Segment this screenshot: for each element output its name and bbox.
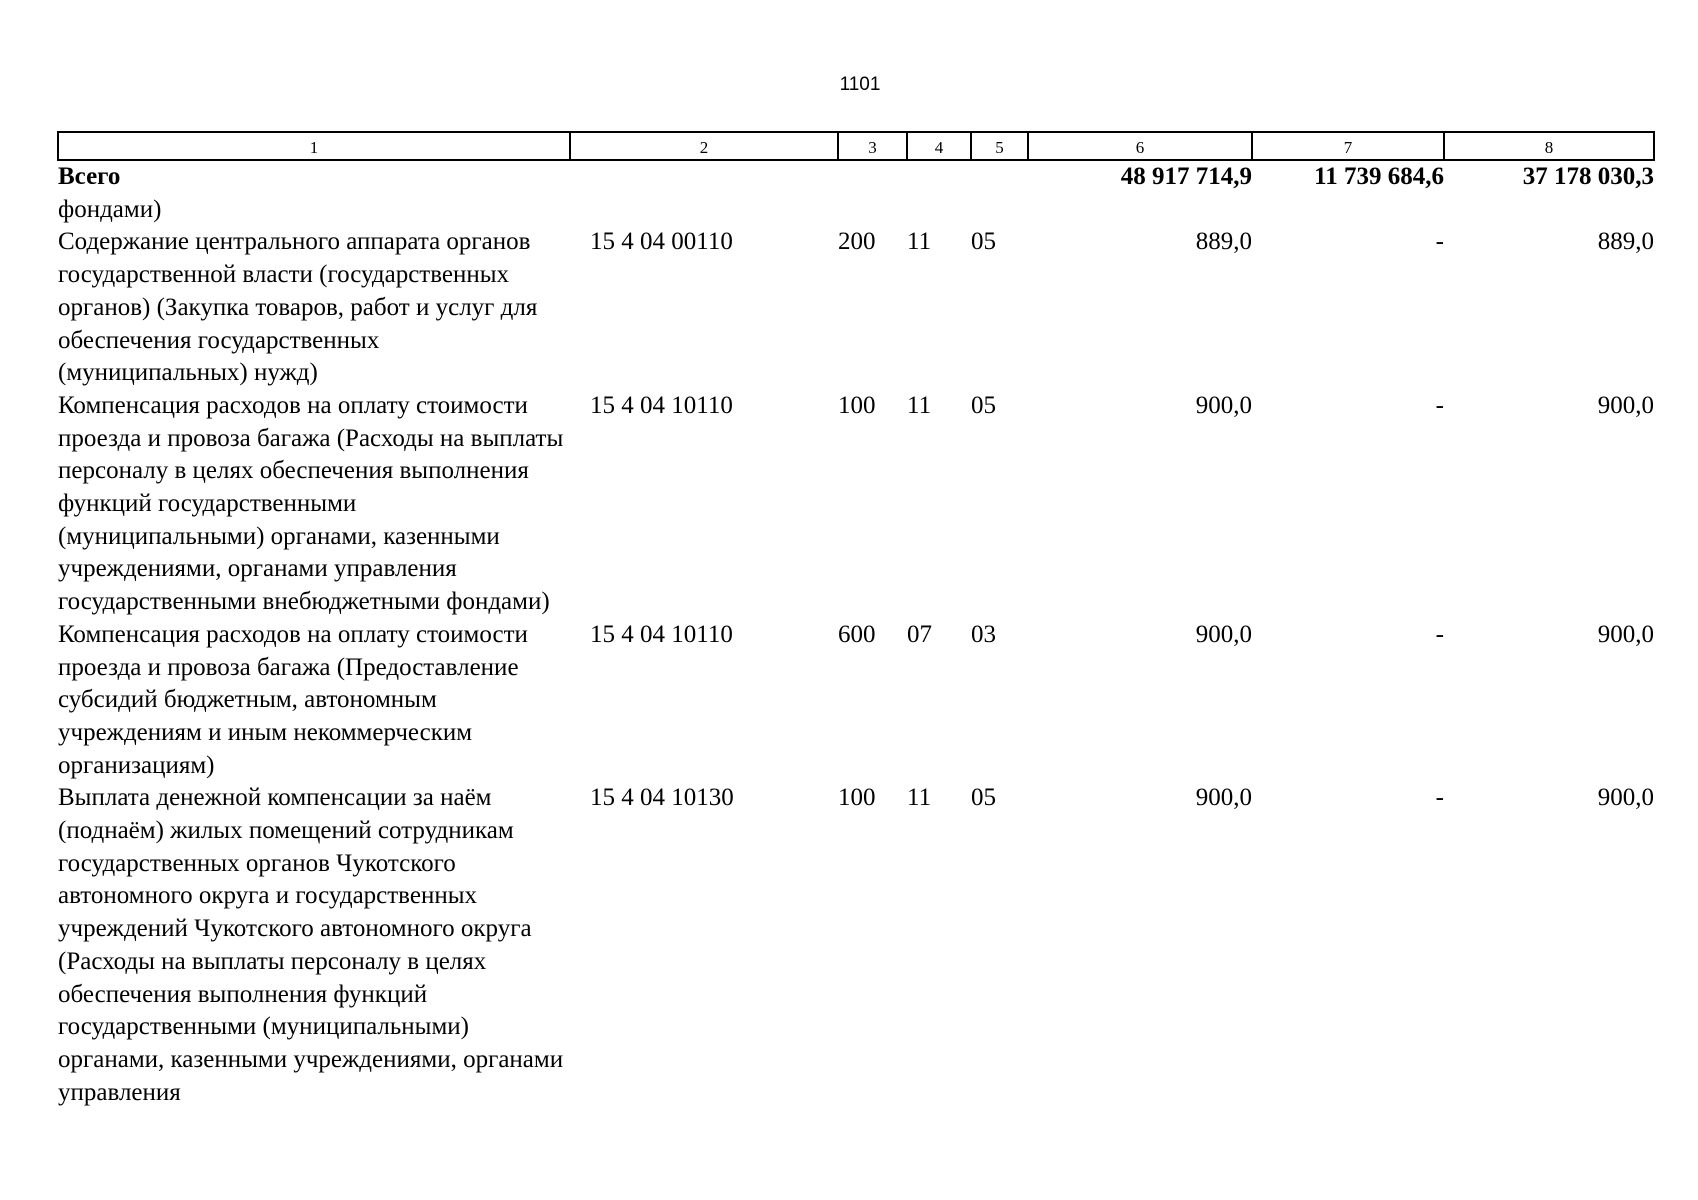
row-vr (838, 194, 907, 227)
row-total: 889,0 (1195, 228, 1252, 256)
column-header-6: 6 (1028, 132, 1252, 160)
table-body (58, 160, 1654, 1109)
row-vr (838, 160, 907, 194)
row-total: 48 917 714,9 (1120, 163, 1252, 190)
row-code: 15 4 04 10110 (590, 620, 733, 648)
row-pr: 05 (971, 784, 996, 812)
row-total: 900,0 (1195, 391, 1252, 419)
row-col7: - (1435, 228, 1444, 256)
table-row (58, 226, 1654, 390)
header-row (58, 132, 1654, 160)
row-name: Компенсация расходов на оплату стоимости проезда и провоза багажа (Расходы на выплаты персоналу в целях обеспечения выполнения функций государственными (муниципальными) органами, казенными учреждениями, органами управления государственными внебюджетными фондами) (58, 391, 564, 616)
row-total: 900,0 (1195, 620, 1252, 648)
column-header-4: 4 (907, 132, 971, 160)
table-row (58, 619, 1654, 783)
row-pr: 05 (971, 391, 996, 419)
row-col7 (1252, 194, 1444, 227)
row-name: Содержание центрального аппарата органов государственной власти (государственных органов) (Закупка товаров, работ и услуг для обеспечения государственных (муниципальных) нужд) (58, 228, 538, 387)
row-col8: 37 178 030,3 (1522, 163, 1654, 190)
row-col8 (1444, 194, 1654, 227)
row-pr (971, 160, 1028, 194)
row-col7: - (1435, 784, 1444, 812)
row-pr: 05 (971, 228, 996, 256)
row-code (570, 194, 838, 227)
row-code (570, 160, 838, 194)
row-rz (907, 194, 971, 227)
column-header-7: 7 (1252, 132, 1444, 160)
row-code: 15 4 04 00110 (590, 228, 733, 256)
row-name: Выплата денежной компенсации за наём (поднаём) жилых помещений сотрудникам государственных органов Чукотского автономного округа и государственных учреждений Чукотского автономного округа (Расходы на выплаты персоналу в целях обеспечения выполнения функций государственными (муниципальными) органами, казенными учреждениями, органами управления (58, 784, 564, 1106)
column-header-5: 5 (971, 132, 1028, 160)
budget-table (57, 131, 1655, 1109)
row-rz: 11 (907, 784, 932, 812)
row-name: фондами) (58, 195, 162, 223)
row-col8: 900,0 (1597, 784, 1654, 812)
row-col7: - (1435, 391, 1444, 419)
row-vr: 200 (838, 228, 876, 256)
row-rz: 07 (907, 620, 932, 648)
row-vr: 100 (838, 391, 876, 419)
column-header-3: 3 (838, 132, 907, 160)
column-header-8: 8 (1444, 132, 1654, 160)
row-name: Компенсация расходов на оплату стоимости проезда и провоза багажа (Предоставление субсидий бюджетным, автономным учреждениям и иным некоммерческим организациям) (58, 620, 528, 779)
row-col8: 900,0 (1597, 620, 1654, 648)
row-rz (907, 160, 971, 194)
row-col8: 900,0 (1597, 391, 1654, 419)
table-row (58, 194, 1654, 227)
row-pr: 03 (971, 620, 996, 648)
column-header-1: 1 (58, 132, 570, 160)
row-pr (971, 194, 1028, 227)
row-vr: 600 (838, 620, 876, 648)
row-col7: 11 739 684,6 (1314, 163, 1444, 190)
row-name: Всего (58, 163, 121, 190)
column-header-2: 2 (570, 132, 838, 160)
row-code: 15 4 04 10130 (590, 784, 734, 812)
row-vr: 100 (838, 784, 876, 812)
row-total (1028, 194, 1252, 227)
row-rz: 11 (907, 391, 932, 419)
table-row-total (58, 160, 1654, 194)
row-col7: - (1435, 620, 1444, 648)
page-number: 1101 (839, 74, 881, 95)
row-rz: 11 (907, 228, 932, 256)
row-code: 15 4 04 10110 (590, 391, 733, 419)
row-total: 900,0 (1195, 784, 1252, 812)
table-header (58, 132, 1654, 160)
table-row (58, 782, 1654, 1109)
row-col8: 889,0 (1597, 228, 1654, 256)
table-row (58, 390, 1654, 619)
